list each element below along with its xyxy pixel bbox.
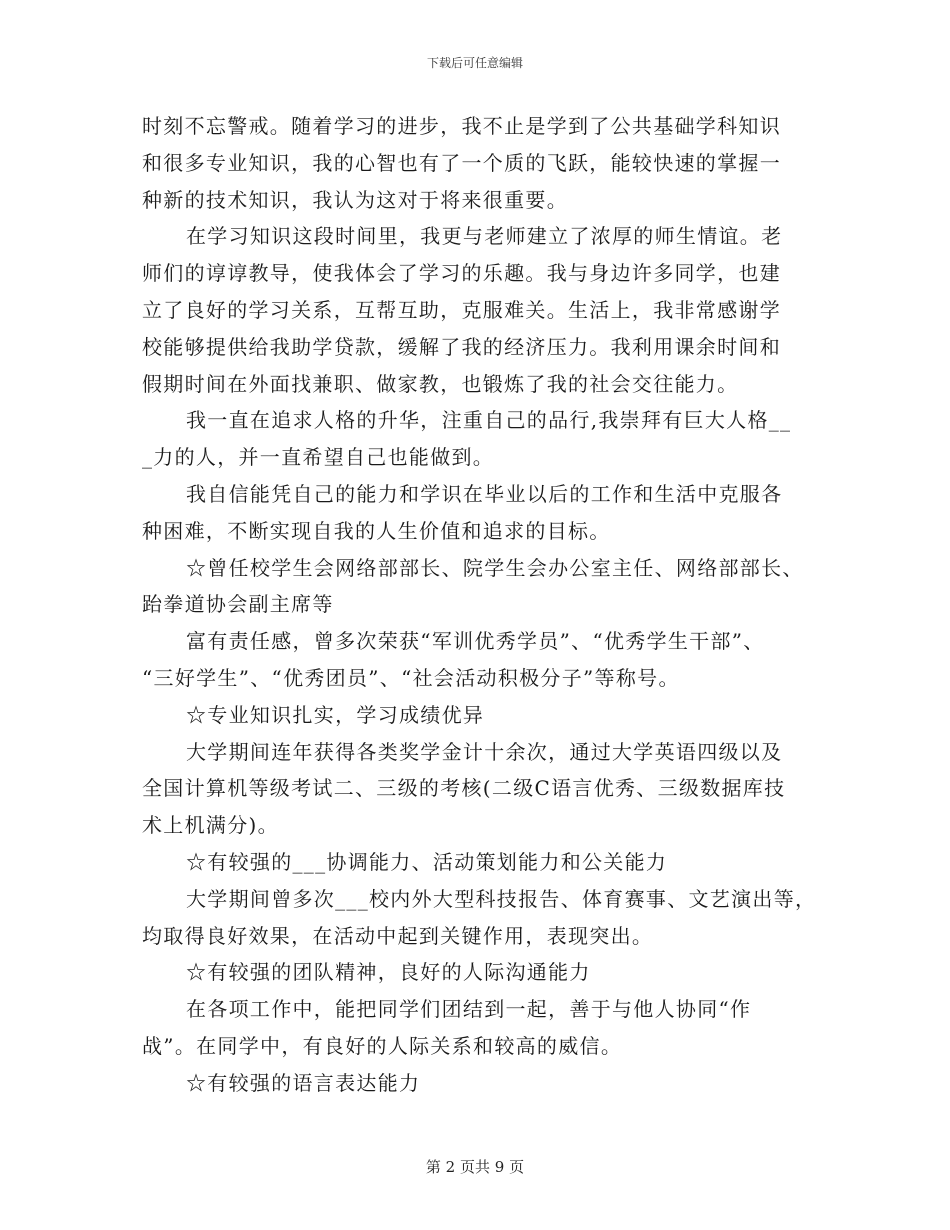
text-line: ☆有较强的___协调能力、活动策划能力和公关能力 xyxy=(186,849,668,874)
text-line: 全国计算机等级考试二、三级的考核(二级C语言优秀、三级数据库技 xyxy=(142,776,786,801)
text-line: 和很多专业知识，我的心智也有了一个质的飞跃，能较快速的掌握一 xyxy=(142,150,781,175)
text-line: 校能够提供给我助学贷款，缓解了我的经济压力。我利用课余时间和 xyxy=(142,334,781,359)
page-footer: 第 2 页共 9 页 xyxy=(425,1158,525,1176)
page-header: 下载后可任意编辑 xyxy=(426,56,523,70)
text-line: ☆曾任校学生会网络部部长、院学生会办公室主任、网络部部长、 xyxy=(186,555,804,580)
text-line: 师们的谆谆教导，使我体会了学习的乐趣。我与身边许多同学，也建 xyxy=(142,261,781,286)
text-line: _力的人，并一直希望自己也能做到。 xyxy=(142,445,495,470)
text-line: 大学期间曾多次___校内外大型科技报告、体育赛事、文艺演出等， xyxy=(186,886,817,911)
text-line: 战”。在同学中，有良好的人际关系和较高的威信。 xyxy=(142,1033,623,1058)
text-line: 我一直在追求人格的升华，注重自己的品行,我崇拜有巨大人格__ xyxy=(186,408,792,433)
text-line: 均取得良好效果，在活动中起到关键作用，表现突出。 xyxy=(142,923,654,948)
text-line: 我自信能凭自己的能力和学识在毕业以后的工作和生活中克服各 xyxy=(186,481,783,506)
text-line: 假期时间在外面找兼职、做家教，也锻炼了我的社会交往能力。 xyxy=(142,371,739,396)
text-line: 跆拳道协会副主席等 xyxy=(142,592,334,617)
text-line: “三好学生”、“优秀团员”、“社会活动积极分子”等称号。 xyxy=(142,665,680,690)
text-line: 富有责任感，曾多次荣获“军训优秀学员”、“优秀学生干部”、 xyxy=(186,629,765,654)
text-line: ☆专业知识扎实，学习成绩优异 xyxy=(186,702,485,727)
text-line: 在学习知识这段时间里，我更与老师建立了浓厚的师生情谊。老 xyxy=(186,224,783,249)
document-body xyxy=(142,108,822,1102)
text-line: 大学期间连年获得各类奖学金计十余次，通过大学英语四级以及 xyxy=(186,739,783,764)
text-line: ☆有较强的团队精神，良好的人际沟通能力 xyxy=(186,960,591,985)
text-line: 立了良好的学习关系，互帮互助，克服难关。生活上，我非常感谢学 xyxy=(142,297,781,322)
text-line: 在各项工作中，能把同学们团结到一起，善于与他人协同“作 xyxy=(186,997,752,1022)
text-line: 种新的技术知识，我认为这对于将来很重要。 xyxy=(142,187,568,212)
text-line: ☆有较强的语言表达能力 xyxy=(186,1070,421,1095)
text-line: 时刻不忘警戒。随着学习的进步，我不止是学到了公共基础学科知识 xyxy=(142,114,781,138)
text-line: 种困难，不断实现自我的人生价值和追求的目标。 xyxy=(142,518,611,543)
text-line: 术上机满分)。 xyxy=(142,813,279,838)
